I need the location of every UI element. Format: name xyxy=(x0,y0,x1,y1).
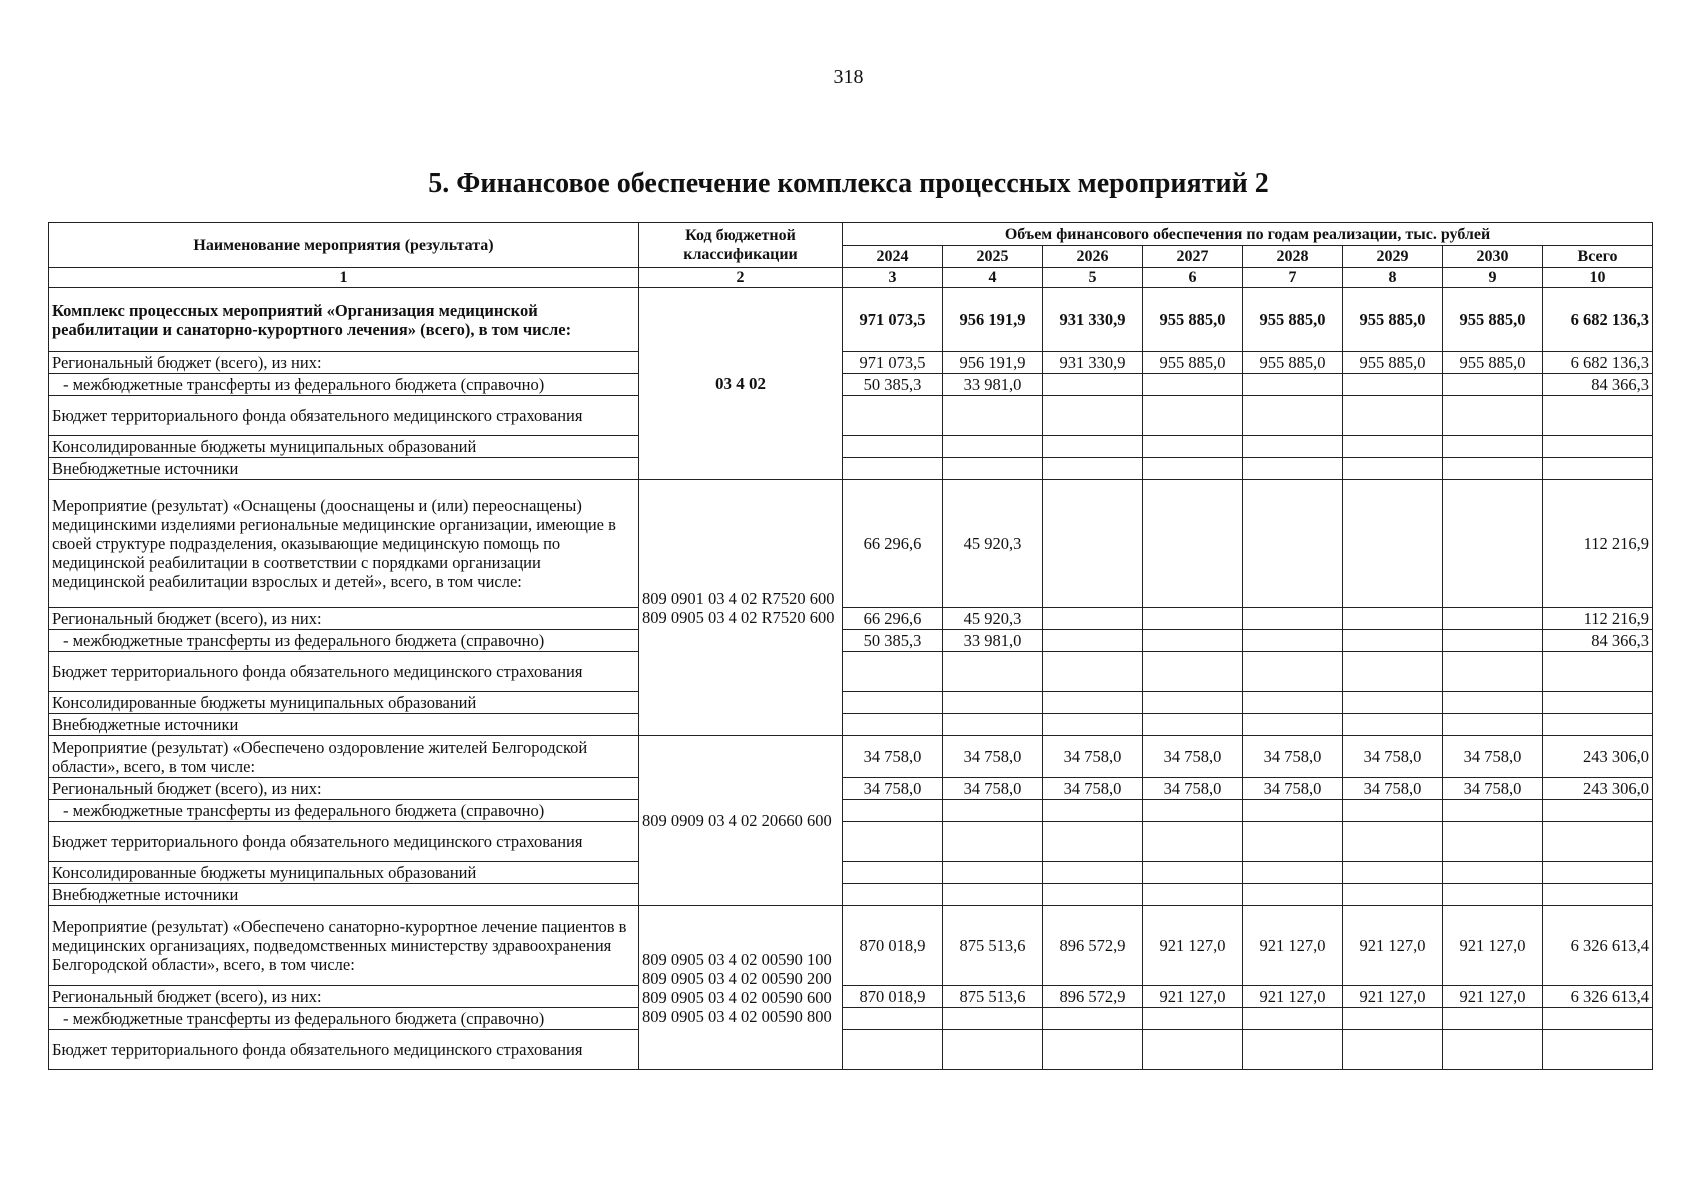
cell-value xyxy=(1243,396,1343,436)
cell-value: 956 191,9 xyxy=(943,288,1043,352)
row-name: Бюджет территориального фонда обязательного медицинского страхования xyxy=(49,822,639,862)
cell-value: 955 885,0 xyxy=(1443,288,1543,352)
header-year: 2029 xyxy=(1343,246,1443,268)
cell-value xyxy=(1043,480,1143,608)
cell-value xyxy=(1343,436,1443,458)
cell-value xyxy=(1143,396,1243,436)
page-number: 318 xyxy=(833,66,864,88)
row-name: Консолидированные бюджеты муниципальных образований xyxy=(49,692,639,714)
cell-total xyxy=(1543,822,1653,862)
cell-value: 921 127,0 xyxy=(1343,986,1443,1008)
col-number: 9 xyxy=(1443,268,1543,288)
cell-value: 955 885,0 xyxy=(1243,288,1343,352)
header-col-numbers xyxy=(49,268,1653,288)
cell-value xyxy=(1243,1008,1343,1030)
table-row xyxy=(49,608,1653,630)
cell-value xyxy=(1043,630,1143,652)
cell-value: 955 885,0 xyxy=(1343,288,1443,352)
cell-value xyxy=(1043,800,1143,822)
cell-value xyxy=(843,396,943,436)
budget-code-line: 809 0905 03 4 02 00590 200 xyxy=(642,968,832,988)
cell-value: 33 981,0 xyxy=(943,374,1043,396)
cell-value xyxy=(843,692,943,714)
cell-value: 34 758,0 xyxy=(1343,778,1443,800)
cell-value xyxy=(1143,374,1243,396)
cell-value: 34 758,0 xyxy=(1443,778,1543,800)
cell-value: 921 127,0 xyxy=(1443,906,1543,986)
cell-value xyxy=(1443,458,1543,480)
table-row xyxy=(49,800,1653,822)
cell-total xyxy=(1543,800,1653,822)
cell-total: 112 216,9 xyxy=(1543,480,1653,608)
row-name: Консолидированные бюджеты муниципальных образований xyxy=(49,862,639,884)
cell-value: 66 296,6 xyxy=(843,608,943,630)
cell-value xyxy=(1443,480,1543,608)
cell-value xyxy=(1243,480,1343,608)
header-name-col: Наименование мероприятия (результата) xyxy=(49,223,639,268)
cell-value: 34 758,0 xyxy=(1143,778,1243,800)
cell-value: 66 296,6 xyxy=(843,480,943,608)
cell-value xyxy=(1043,692,1143,714)
cell-total xyxy=(1543,692,1653,714)
table-row xyxy=(49,396,1653,436)
table-row xyxy=(49,458,1653,480)
cell-value xyxy=(1343,480,1443,608)
cell-value: 931 330,9 xyxy=(1043,352,1143,374)
row-name: Региональный бюджет (всего), из них: xyxy=(49,778,639,800)
cell-total xyxy=(1543,1008,1653,1030)
cell-value xyxy=(843,884,943,906)
cell-value xyxy=(1443,630,1543,652)
cell-value xyxy=(843,800,943,822)
budget-code-line: 809 0905 03 4 02 00590 100 xyxy=(642,949,832,969)
cell-value: 896 572,9 xyxy=(1043,986,1143,1008)
budget-code-line: 03 4 02 xyxy=(715,374,766,393)
table-row xyxy=(49,1030,1653,1070)
cell-value xyxy=(1143,862,1243,884)
financing-table xyxy=(48,222,1653,1070)
table-row xyxy=(49,884,1653,906)
col-number: 10 xyxy=(1543,268,1653,288)
cell-value xyxy=(1143,608,1243,630)
row-name: Бюджет территориального фонда обязательного медицинского страхования xyxy=(49,652,639,692)
cell-value xyxy=(1143,458,1243,480)
cell-value: 34 758,0 xyxy=(1243,736,1343,778)
cell-value xyxy=(1343,714,1443,736)
cell-value: 50 385,3 xyxy=(843,374,943,396)
cell-value xyxy=(943,1030,1043,1070)
table-row xyxy=(49,822,1653,862)
table-row xyxy=(49,436,1653,458)
table-row xyxy=(49,288,1653,352)
table-row xyxy=(49,652,1653,692)
table-row xyxy=(49,862,1653,884)
cell-value xyxy=(843,1008,943,1030)
cell-value: 931 330,9 xyxy=(1043,288,1143,352)
cell-value xyxy=(943,692,1043,714)
cell-total xyxy=(1543,396,1653,436)
cell-value xyxy=(843,714,943,736)
cell-value xyxy=(1243,862,1343,884)
cell-value xyxy=(1243,652,1343,692)
row-name: Региональный бюджет (всего), из них: xyxy=(49,352,639,374)
cell-value: 955 885,0 xyxy=(1143,288,1243,352)
cell-value xyxy=(1343,800,1443,822)
table-body xyxy=(49,288,1653,1070)
cell-total: 6 682 136,3 xyxy=(1543,352,1653,374)
cell-value xyxy=(1443,374,1543,396)
cell-total: 84 366,3 xyxy=(1543,630,1653,652)
cell-value xyxy=(843,822,943,862)
cell-value xyxy=(843,436,943,458)
cell-value xyxy=(1443,800,1543,822)
cell-value: 896 572,9 xyxy=(1043,906,1143,986)
cell-value xyxy=(1143,822,1243,862)
header-year: 2024 xyxy=(843,246,943,268)
cell-value xyxy=(1343,396,1443,436)
cell-value xyxy=(1243,822,1343,862)
budget-code-line: 809 0905 03 4 02 00590 600 xyxy=(642,987,832,1007)
cell-value xyxy=(1243,1030,1343,1070)
header-year: 2028 xyxy=(1243,246,1343,268)
budget-code-line: 809 0909 03 4 02 20660 600 xyxy=(642,811,832,830)
header-year: 2027 xyxy=(1143,246,1243,268)
budget-code xyxy=(639,906,843,1070)
cell-value xyxy=(943,1008,1043,1030)
table-row xyxy=(49,778,1653,800)
table-row xyxy=(49,352,1653,374)
cell-value xyxy=(1343,374,1443,396)
cell-value: 921 127,0 xyxy=(1243,986,1343,1008)
cell-value: 921 127,0 xyxy=(1143,986,1243,1008)
cell-total xyxy=(1543,458,1653,480)
cell-value: 955 885,0 xyxy=(1343,352,1443,374)
cell-total: 243 306,0 xyxy=(1543,736,1653,778)
cell-total xyxy=(1543,884,1653,906)
cell-value xyxy=(1043,436,1143,458)
cell-value xyxy=(1443,822,1543,862)
cell-value xyxy=(1143,692,1243,714)
cell-value xyxy=(1143,436,1243,458)
cell-value: 45 920,3 xyxy=(943,608,1043,630)
cell-value xyxy=(1443,652,1543,692)
header-total: Всего xyxy=(1543,246,1653,268)
row-name: Мероприятие (результат) «Обеспечено санаторно-курортное лечение пациентов в медицинских организациях, подведомственных министерству здравоохранения Белгородской области», всего, в том числе: xyxy=(49,906,639,986)
cell-value xyxy=(943,714,1043,736)
cell-total: 6 682 136,3 xyxy=(1543,288,1653,352)
cell-value xyxy=(1143,714,1243,736)
cell-value xyxy=(1043,884,1143,906)
cell-value xyxy=(1243,884,1343,906)
cell-value xyxy=(1043,396,1143,436)
cell-value: 875 513,6 xyxy=(943,906,1043,986)
row-name: - межбюджетные трансферты из федерального бюджета (справочно) xyxy=(49,374,639,396)
document-title: 5. Финансовое обеспечение комплекса процессных мероприятий 2 xyxy=(428,168,1269,199)
cell-value xyxy=(1143,1030,1243,1070)
cell-value xyxy=(1243,630,1343,652)
cell-value xyxy=(1343,822,1443,862)
row-name: - межбюджетные трансферты из федерального бюджета (справочно) xyxy=(49,800,639,822)
cell-value xyxy=(1243,800,1343,822)
cell-value: 955 885,0 xyxy=(1443,352,1543,374)
row-name: Бюджет территориального фонда обязательного медицинского страхования xyxy=(49,1030,639,1070)
cell-value xyxy=(1143,652,1243,692)
cell-total xyxy=(1543,1030,1653,1070)
cell-value xyxy=(1043,458,1143,480)
budget-code-line: 809 0905 03 4 02 00590 800 xyxy=(642,1006,832,1026)
cell-value xyxy=(843,1030,943,1070)
cell-total xyxy=(1543,436,1653,458)
cell-value: 34 758,0 xyxy=(843,736,943,778)
cell-value xyxy=(1443,714,1543,736)
cell-total: 112 216,9 xyxy=(1543,608,1653,630)
cell-value xyxy=(1143,1008,1243,1030)
cell-value: 34 758,0 xyxy=(1043,736,1143,778)
table-row xyxy=(49,480,1653,608)
cell-value xyxy=(1143,800,1243,822)
cell-total: 243 306,0 xyxy=(1543,778,1653,800)
table-row xyxy=(49,630,1653,652)
header-row-top xyxy=(49,223,1653,246)
header-year: 2025 xyxy=(943,246,1043,268)
cell-value xyxy=(943,652,1043,692)
cell-value xyxy=(1243,714,1343,736)
cell-total: 84 366,3 xyxy=(1543,374,1653,396)
cell-value xyxy=(943,822,1043,862)
cell-value: 921 127,0 xyxy=(1343,906,1443,986)
col-number: 3 xyxy=(843,268,943,288)
table-row xyxy=(49,736,1653,778)
header-year: 2026 xyxy=(1043,246,1143,268)
cell-value: 34 758,0 xyxy=(943,778,1043,800)
cell-value: 921 127,0 xyxy=(1243,906,1343,986)
cell-value xyxy=(943,436,1043,458)
cell-value xyxy=(1143,480,1243,608)
cell-value: 971 073,5 xyxy=(843,288,943,352)
cell-value: 870 018,9 xyxy=(843,986,943,1008)
cell-total xyxy=(1543,714,1653,736)
cell-value xyxy=(1443,396,1543,436)
row-name: Внебюджетные источники xyxy=(49,884,639,906)
cell-value xyxy=(1143,884,1243,906)
col-number: 2 xyxy=(639,268,843,288)
cell-value xyxy=(1443,862,1543,884)
cell-value: 34 758,0 xyxy=(1143,736,1243,778)
budget-code-line: 809 0901 03 4 02 R7520 600 xyxy=(642,588,835,608)
cell-value: 34 758,0 xyxy=(1243,778,1343,800)
cell-value xyxy=(1043,714,1143,736)
cell-value: 870 018,9 xyxy=(843,906,943,986)
cell-total: 6 326 613,4 xyxy=(1543,906,1653,986)
table-row xyxy=(49,986,1653,1008)
cell-value xyxy=(1043,862,1143,884)
col-number: 4 xyxy=(943,268,1043,288)
cell-value xyxy=(1443,692,1543,714)
row-name: - межбюджетные трансферты из федерального бюджета (справочно) xyxy=(49,1008,639,1030)
cell-value xyxy=(943,862,1043,884)
cell-value: 50 385,3 xyxy=(843,630,943,652)
col-number: 8 xyxy=(1343,268,1443,288)
cell-value: 34 758,0 xyxy=(943,736,1043,778)
budget-code-line: 809 0905 03 4 02 R7520 600 xyxy=(642,607,835,627)
row-name: Бюджет территориального фонда обязательного медицинского страхования xyxy=(49,396,639,436)
cell-value xyxy=(1243,608,1343,630)
table-row xyxy=(49,1008,1653,1030)
cell-value xyxy=(843,652,943,692)
cell-value xyxy=(1443,608,1543,630)
row-name: Мероприятие (результат) «Обеспечено оздоровление жителей Белгородской области», всего, в том числе: xyxy=(49,736,639,778)
cell-value xyxy=(1143,630,1243,652)
row-name: Комплекс процессных мероприятий «Организация медицинской реабилитации и санаторно-курортного лечения» (всего), в том числе: xyxy=(49,288,639,352)
row-name: Мероприятие (результат) «Оснащены (дооснащены и (или) переоснащены) медицинскими изделиями региональные медицинские организации, имеющие в своей структуре подразделения, оказывающие медицинскую помощь по медицинской реабилитации в соответствии с порядками организации медицинской реабилитации взрослых и детей», всего, в том числе: xyxy=(49,480,639,608)
cell-value xyxy=(1043,374,1143,396)
cell-value xyxy=(1043,822,1143,862)
cell-value xyxy=(1443,1030,1543,1070)
cell-value: 971 073,5 xyxy=(843,352,943,374)
cell-total xyxy=(1543,862,1653,884)
cell-value xyxy=(1443,884,1543,906)
cell-value: 956 191,9 xyxy=(943,352,1043,374)
cell-value xyxy=(1343,884,1443,906)
cell-value xyxy=(1243,436,1343,458)
cell-value: 921 127,0 xyxy=(1143,906,1243,986)
cell-value xyxy=(1343,458,1443,480)
cell-value xyxy=(1343,652,1443,692)
cell-value xyxy=(1343,608,1443,630)
cell-value: 955 885,0 xyxy=(1243,352,1343,374)
col-number: 1 xyxy=(49,268,639,288)
row-name: Региональный бюджет (всего), из них: xyxy=(49,608,639,630)
cell-value xyxy=(943,884,1043,906)
cell-value xyxy=(1343,692,1443,714)
cell-value: 34 758,0 xyxy=(1343,736,1443,778)
cell-value: 955 885,0 xyxy=(1143,352,1243,374)
cell-value xyxy=(1343,862,1443,884)
budget-code xyxy=(639,736,843,906)
col-number: 7 xyxy=(1243,268,1343,288)
row-name: Внебюджетные источники xyxy=(49,458,639,480)
table-row xyxy=(49,906,1653,986)
row-name: Внебюджетные источники xyxy=(49,714,639,736)
cell-value: 34 758,0 xyxy=(843,778,943,800)
cell-value xyxy=(1443,1008,1543,1030)
cell-value xyxy=(1043,1008,1143,1030)
cell-value xyxy=(943,458,1043,480)
cell-value: 875 513,6 xyxy=(943,986,1043,1008)
cell-value xyxy=(1343,630,1443,652)
col-number: 6 xyxy=(1143,268,1243,288)
budget-code xyxy=(639,288,843,480)
header-year: 2030 xyxy=(1443,246,1543,268)
row-name: Региональный бюджет (всего), из них: xyxy=(49,986,639,1008)
header-volume-col: Объем финансового обеспечения по годам реализации, тыс. рублей xyxy=(843,223,1653,246)
cell-total xyxy=(1543,652,1653,692)
cell-value xyxy=(1043,1030,1143,1070)
cell-value xyxy=(1243,692,1343,714)
cell-value: 33 981,0 xyxy=(943,630,1043,652)
cell-value xyxy=(1343,1008,1443,1030)
header-code-col: Код бюджетной классификации xyxy=(639,223,843,268)
cell-total: 6 326 613,4 xyxy=(1543,986,1653,1008)
cell-value xyxy=(1243,458,1343,480)
cell-value: 34 758,0 xyxy=(1043,778,1143,800)
cell-value xyxy=(943,800,1043,822)
table-row xyxy=(49,374,1653,396)
cell-value xyxy=(943,396,1043,436)
cell-value xyxy=(843,862,943,884)
cell-value xyxy=(1043,608,1143,630)
row-name: - межбюджетные трансферты из федерального бюджета (справочно) xyxy=(49,630,639,652)
cell-value xyxy=(1243,374,1343,396)
cell-value xyxy=(1043,652,1143,692)
table-row xyxy=(49,692,1653,714)
col-number: 5 xyxy=(1043,268,1143,288)
cell-value: 45 920,3 xyxy=(943,480,1043,608)
cell-value xyxy=(843,458,943,480)
table-row xyxy=(49,714,1653,736)
cell-value: 34 758,0 xyxy=(1443,736,1543,778)
budget-code xyxy=(639,480,843,736)
row-name: Консолидированные бюджеты муниципальных образований xyxy=(49,436,639,458)
cell-value xyxy=(1343,1030,1443,1070)
cell-value: 921 127,0 xyxy=(1443,986,1543,1008)
cell-value xyxy=(1443,436,1543,458)
